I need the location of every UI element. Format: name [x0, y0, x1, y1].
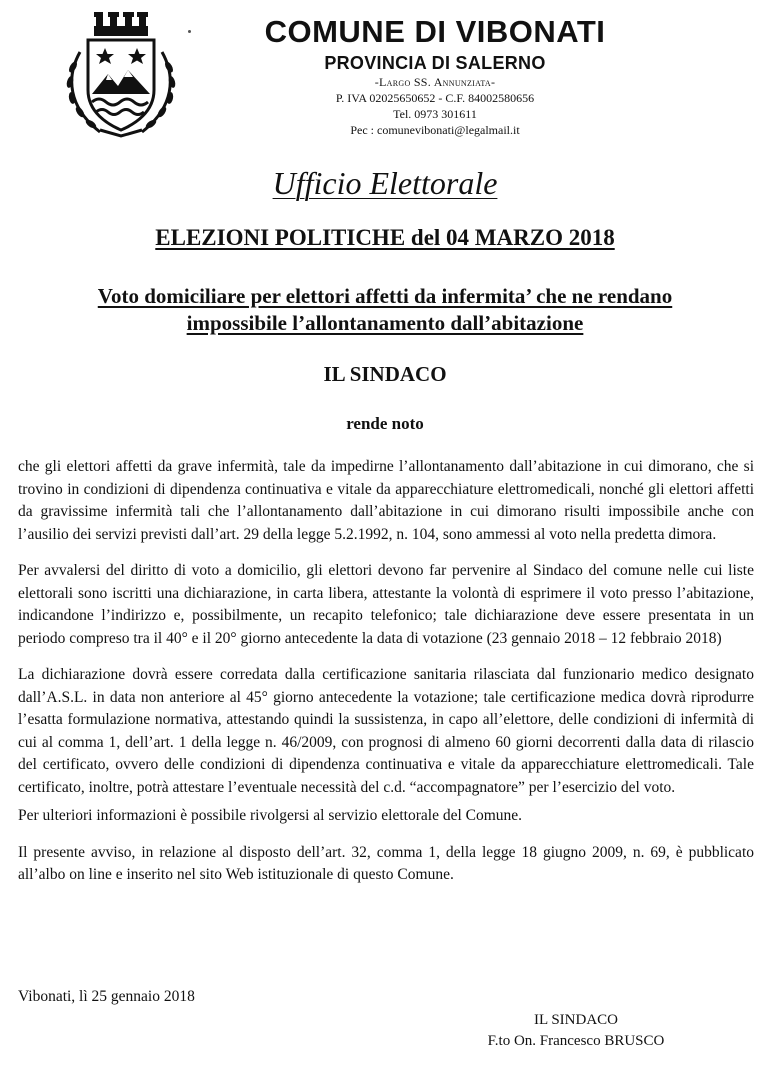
- municipal-crest-icon: [60, 12, 182, 140]
- signature-block: [466, 1010, 686, 1052]
- paragraph-certification: La dichiarazione dovrà essere corredata dalla certificazione sanitaria rilasciata dal funzionario medico designato dall’A.S.L. in data non anteriore al 45° giorno antecedente la votazione; tale certificazione medica dovrà riprodurre l’esatta formulazione normativa, attestando quindi la sussistenza, in capo all’elettore, delle condizioni di infermità di cui al comma 1, dell’art. 1 della legge n. 46/2009, con prognosi di almeno 60 giorni decorrenti dalla data di rilascio del certificato, ovvero delle condizioni di dipendenza continuativa e vitale da apparecchiature elettromedicali. Tale certificato, inoltre, potrà attestare l’eventuale necessità del c.d. “accompagnatore” per l’esercizio del voto.: [18, 666, 754, 796]
- paragraph-eligibility: che gli elettori affetti da grave infermità, tale da impedirne l’allontanamento dall’abitazione in cui dimorano, che si trovino in condizioni di dipendenza continuativa e vitale da apparecchiature elettromedicali, nonché gli elettori affetti da gravissime infermità tali che l’allontanamento dall’abitazione in cui dimorano risulti impossibile anche con l’ausilio dei servizi previsti dall’art. 29 della legge 5.2.1992, n. 104, sono ammessi al voto nella predetta dimora.: [18, 458, 754, 543]
- signer-name: F.to On. Francesco BRUSCO: [487, 1033, 665, 1049]
- election-title: ELEZIONI POLITICHE del 04 MARZO 2018: [155, 225, 615, 250]
- signer-title: IL SINDACO: [533, 1012, 619, 1028]
- municipality-name: COMUNE DI VIBONATI: [264, 14, 606, 49]
- office-title: Ufficio Elettorale: [272, 165, 498, 201]
- address-line: -Largo SS. Annunziata-: [374, 75, 496, 89]
- tax-id-line: P. IVA 02025650652 - C.F. 84002580656: [335, 91, 535, 105]
- province-name: PROVINCIA DI SALERNO: [324, 53, 546, 73]
- notice-subject: [30, 283, 740, 337]
- paragraph-information: Per ulteriori informazioni è possibile rivolgersi al servizio elettorale del Comune.: [18, 807, 523, 824]
- notice-subject-line-2: impossibile l’allontanamento dall’abitazione: [186, 311, 584, 335]
- scan-dot: [188, 30, 191, 33]
- paragraph-publication: Il presente avviso, in relazione al disposto dell’art. 32, comma 1, della legge 18 giugno 2009, n. 69, è pubblicato all’albo on line e inserito nel sito Web istituzionale di questo Comune.: [18, 843, 754, 883]
- letterhead: [200, 12, 670, 138]
- notice-body: [18, 456, 754, 901]
- mayor-heading: IL SINDACO: [323, 362, 447, 386]
- paragraph-declaration: Per avvalersi del diritto di voto a domicilio, gli elettori devono far pervenire al Sindaco del comune nelle cui liste elettorali sono iscritti una dichiarazione, in carta libera, attestante la volontà di esprimere il voto presso l’abitazione, indicandone l’indirizzo e, possibilmente, un recapito telefonico; tale dichiarazione deve essere presentata in un periodo compreso tra il 40° e il 20° giorno antecedente la data di votazione (23 gennaio 2018 – 12 febbraio 2018): [18, 562, 754, 647]
- notice-subject-line-1: Voto domiciliare per elettori affetti da infermita’ che ne rendano: [97, 284, 673, 308]
- pec-line: Pec : comunevibonati@legalmail.it: [350, 123, 520, 137]
- place-date: Vibonati, lì 25 gennaio 2018: [18, 988, 195, 1005]
- announces-heading: rende noto: [346, 414, 424, 433]
- phone-line: Tel. 0973 301611: [393, 107, 477, 121]
